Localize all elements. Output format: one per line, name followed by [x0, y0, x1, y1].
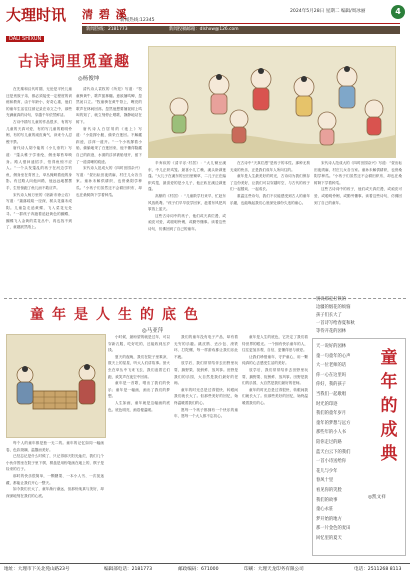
paragraph: 我们的童年没有电子产品，却有着无穷的乐趣。跳皮筋、丢沙包、滚铁环、打陀螺，每一样游戏都让我们乐此不疲。 — [174, 335, 238, 359]
article2-column-4 — [242, 334, 308, 560]
poem-line: 别说那是打铁的 — [316, 297, 347, 302]
paragraph: 重温这些诗句，我们不仅能感受到古人的童年乐趣，也能唤起我们心底深处那份久违的童心。 — [230, 193, 310, 205]
poem-line: 童心永驻 — [316, 507, 334, 513]
header-subbar — [82, 26, 400, 34]
paragraph: 童年的时光总是过得很快，转眼间我们就长大了。但那些美好的回忆，始终温暖着我们的心。 — [174, 387, 238, 405]
poem-line: 边疆的烟花的烦恼 — [316, 305, 351, 310]
poem-line: 看见你的笑脸 — [316, 487, 342, 493]
paragraph: 人生如画，童年就是这幅画的底色。底色明亮，画卷便温暖。 — [108, 400, 170, 412]
paragraph: 夏天的夜晚，我们在院子里乘凉，数天上的星星，听大人们讲故事。萤火虫在草丛中飞来飞去，我们追着它们跑，欢笑声在夜空中回荡。 — [108, 354, 170, 379]
footer-printer: 印刷：大理天龙印务有限公司 — [244, 567, 304, 572]
poem-line: 陪你走过的路 — [316, 439, 342, 445]
paragraph: 童年是一首歌，唱出了我们的快乐；童年是一幅画，画出了我们的梦想。 — [108, 381, 170, 399]
sidebar-top-lines — [316, 296, 355, 336]
article1-column-5 — [314, 160, 402, 294]
paragraph: 小时候，最盼望的就是过年，可以穿新衣服，吃好吃的，还能收到压岁钱。 — [108, 335, 170, 353]
article2-column-1 — [6, 440, 104, 560]
poem-line: 当我们一起歌唱 — [316, 391, 347, 397]
paragraph: 童年的时光总是过得很快，转眼间我们就长大了。但那些美好的回忆，始终温暖着我们的心。 — [242, 387, 308, 405]
footer-edit-phone: 编辑部电话：2181773 — [104, 567, 153, 572]
sidebar-author: ◎凯文祥 — [368, 495, 386, 500]
children-playing-illustration — [148, 46, 396, 158]
poem-line: 你好，我的孩子 — [316, 382, 347, 388]
section-title: 清 碧 溪 — [82, 8, 128, 21]
vertical-title-char: 童 — [380, 348, 398, 368]
poem-line: 我们的童年岁月 — [316, 411, 347, 417]
article1-column-4 — [230, 160, 310, 294]
chess-illustration-svg — [7, 335, 105, 437]
poem-line: 回忆里的夏天 — [316, 535, 342, 541]
vertical-title-char: 的 — [380, 396, 398, 416]
poem-line: 我们的故事 — [316, 497, 338, 503]
article2-author: ◎马亚萍 — [142, 328, 164, 334]
paragraph: 古诗中描写儿童的作品很多，有的写儿童的天真可爱，有的写儿童的聪明伶俐，有的写儿童的顽皮淘气，读来令人忍俊不禁。 — [6, 119, 72, 144]
poem-line: 春风十里 — [316, 478, 334, 484]
paragraph: 这些古诗词中的孩子，他们或天真烂漫，或顽皮可爱，或聪明伶俐，或勤劳懂事。读着这些诗句，仿佛回到了自己的童年。 — [314, 187, 402, 205]
sidebar-poem-list — [316, 342, 350, 543]
page-number-badge: 4 — [391, 5, 405, 19]
paragraph: 童年是人生的底色，它决定了我们看待世界的眼光。一个拥有快乐童年的人，往往更加乐观、自信，更懂得爱与被爱。 — [242, 335, 308, 353]
header-rule — [82, 23, 400, 24]
poem-line: 梦开始的地方 — [316, 516, 342, 522]
paragraph: 唐代诗人胡令能的《小儿垂钓》写道：“蓬头稚子学垂纶，侧坐莓苔草映身。路人借问遥招手，怕得鱼惊不应人。”一个头发蓬乱的孩子在河边学钓鱼，侧身坐在青苔上，草丛掩映着他的身影。有过路人向他问路，他远远地摆摆手，生怕惊跑了鱼儿而不敢应声。 — [6, 146, 72, 190]
vertical-title-char: 年 — [380, 372, 398, 392]
article2-column-2 — [108, 334, 170, 560]
paragraph: 宋代诗人杨万里的《宿新市徐公店》写道：“篱落疏疏一径深，树头花落未成阴。儿童急走追黄蝶，飞入菜花无处寻。”一群孩子奔跑着追赶黄色的蝴蝶，蝴蝶飞入金黄的菜花丛中，再也找不到了，童趣跃然纸上。 — [6, 192, 72, 230]
poem-line: 蓝天白云下的我们 — [316, 449, 351, 455]
article1-column-3 — [148, 160, 226, 294]
paragraph: 放学后，我们常常结伴去田野里玩耍，摘野果、捉蚂蚱、放风筝。田野是我们的乐园，大自然是我们最好的老师。 — [174, 361, 238, 386]
poem-line: 一首诗写给春夏和秋 — [316, 321, 355, 326]
paragraph: 已经忘记是什么时候了，只记得那天阳光灿烂，我们几个小伙伴围坐在院子里下棋，棋盘是用粉笔画在地上的，棋子是捡来的石子。 — [6, 454, 104, 472]
logo-title: 大理时讯 — [6, 6, 67, 24]
poem-line: 那一片金色的麦田 — [316, 526, 351, 532]
article1-title: 古诗词里觅童趣 — [18, 52, 131, 70]
sidebar-vertical-title — [378, 346, 400, 466]
poem-line: 孩子们长大了 — [316, 313, 342, 318]
paragraph: 唐代诗人白居易的《池上》写道：“小娃撑小艇，偷采白莲回。不解藏踪迹，浮萍一道开。”一个小孩撑着小船，偷偷地采了白莲回来，他不懂得隐藏自己的踪迹，水面的浮萍被船划开，留下了一道清晰的痕迹。 — [76, 126, 142, 164]
vertical-title-text — [378, 346, 400, 466]
paragraph: 辛弃疾的《清平乐·村居》：“大儿锄豆溪东，中儿正织鸡笼。最喜小儿亡赖，溪头卧剥莲蓬。”大儿子在溪东的豆田里锄草，二儿子正在编织鸡笼，最喜爱的是小儿子，他正趴在溪边剥莲蓬。 — [148, 161, 226, 192]
poem-line: 花儿与少年 — [316, 468, 338, 474]
chess-illustration — [6, 334, 106, 438]
footer-address: 地址：大理市下关北苑山路23号 — [4, 567, 70, 572]
paragraph: 愿每一个孩子都拥有一个快乐的童年，愿每一个大人都不忘初心。 — [174, 407, 238, 419]
poem-line: 童年的梦想与远方 — [316, 420, 351, 426]
paragraph: 如今我们长大了，童年渐行渐远，但那份纯真与美好，却深深地刻在我们的心底。 — [6, 487, 104, 498]
poem-line: 大一位老师的话 — [316, 363, 347, 369]
article2-title: 童年是人生的底色 — [30, 307, 206, 323]
paragraph: 这些古诗词中的孩子，他们或天真烂漫，或顽皮可爱，或聪明伶俐，或勤劳懂事。读着这些诗句，仿佛回到了自己的童年。 — [148, 213, 226, 231]
issue-info: 新闻热线:12345 — [120, 18, 155, 23]
newspaper-logo — [6, 4, 80, 40]
illustration-svg — [149, 47, 395, 157]
footer-bar — [0, 563, 410, 577]
subbar-left: 新闻热线：2181773 — [86, 27, 128, 32]
paragraph: 清代诗人袁枚的《所见》写道：“牧童骑黄牛，歌声振林樾。意欲捕鸣蝉，忽然闭口立。”牧童骑在黄牛背上，嘹亮的歌声在林间回荡。忽然他想要捕捉树上鸣叫的知了，就立刻停止唱歌，静静地站在树下。 — [76, 87, 142, 124]
poem-line: 等待开花的园林 — [316, 329, 347, 334]
paragraph: 在古诗中“天真烂漫”是孩子的本性。那种无拘无束的快乐，正是我们成年人所向往的。 — [230, 161, 310, 172]
footer-ad-phone: 电话：2511268 8113 — [354, 567, 402, 572]
paragraph: 童年是人生最美好的时光，古诗词为我们保存了这份美好，让我们可以穿越时空，与古代的孩子们一起嬉戏、一起成长。 — [230, 174, 310, 192]
logo-subtitle: DALI SHIXUN — [6, 36, 44, 42]
poem-line: 天一说好的园林 — [316, 344, 347, 349]
paragraph: 那时的快乐很简单，一颗糖果、一本小人书、一次捉迷藏，都能让我们开心一整天。 — [6, 473, 104, 485]
article2-column-3 — [174, 334, 238, 560]
footer-postcode: 邮政编码：671000 — [178, 567, 219, 572]
paragraph: 宋代诗人范成大的《四时田园杂兴》写道：“昼出耘田夜绩麻，村庄儿女各当家。童孙未解供耕织，也傍桑阴学种瓜。”小孩子们虽然还不会耕田织布，却也在桑树荫下学着种瓜。 — [314, 161, 402, 185]
paragraph: 让我们珍惜童年，守护童心，用一颗纯真的心去感受生活的美好。 — [242, 354, 308, 366]
article1-column-1 — [6, 86, 72, 294]
date-info: 2024年5月28日 星期二 编辑/周冰丽 — [290, 9, 366, 14]
paragraph: 高鼎的《村居》：“儿童散学归来早，忙趁东风放纸鸢。”孩子们早早放学回家，趁着东风把风筝放上蓝天。 — [148, 193, 226, 212]
article1-author: ◎杨俊坤 — [78, 76, 100, 82]
poem-line: 童一句童年的心声 — [316, 353, 351, 359]
subbar-mid: 新闻投稿邮箱：dlshxw@126.com — [168, 27, 239, 32]
vertical-title-char: 典 — [380, 444, 398, 464]
vertical-title-char: 成 — [380, 420, 398, 440]
paragraph: 在先秦和汉代时期，无论是平民儿童还是贵族子弟，都必须接受一定程度的训练和教育，由于年龄小，好奇心重，他们的童年生活往往被记录在诗文之中，那些充满童真的诗句，穿越千年依然鲜活。 — [6, 87, 72, 118]
poem-line: 时光的印迹 — [316, 401, 338, 407]
paragraph: 宋代诗人范成大的《四时田园杂兴》写道：“昼出耘田夜绩麻，村庄儿女各当家。童孙未解供耕织，也傍桑阴学种瓜。”小孩子们虽然还不会耕田织布，却也在桑树荫下学着种瓜。 — [76, 166, 142, 197]
poem-line: 你一心在这里吗 — [316, 372, 347, 378]
paragraph: 放学后，我们常常结伴去田野里玩耍，摘野果、捉蚂蚱、放风筝。田野是我们的乐园，大自然是我们最好的老师。 — [242, 367, 308, 386]
poem-line: 一首小诗送给你 — [316, 459, 347, 465]
paragraph: 每个人的童年都是独一无二的。童年的记忆如同一幅画卷，色彩斑斓，温馨而美好。 — [6, 441, 104, 452]
poem-line: 那些年的小人书 — [316, 430, 347, 436]
article1-column-2 — [76, 86, 142, 294]
